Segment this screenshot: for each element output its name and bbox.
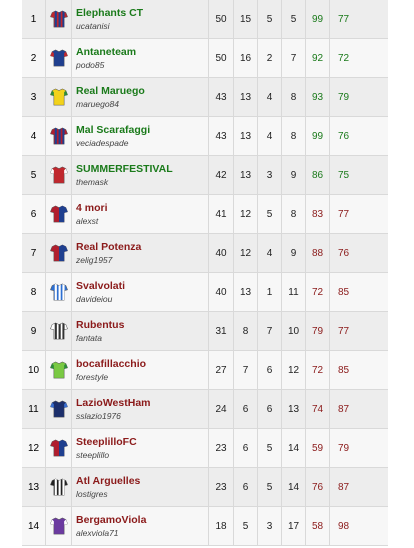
team-owner: maruego84 <box>76 98 120 109</box>
table-row <box>22 39 388 78</box>
team-name[interactable]: Atl Arguelles <box>76 474 141 487</box>
team-name[interactable]: SteeplilloFC <box>76 435 137 448</box>
team-owner: sslazio1976 <box>76 410 121 421</box>
team-cell[interactable] <box>72 234 209 272</box>
stat-cell: 23 <box>209 468 234 506</box>
team-shirt-icon <box>46 0 72 38</box>
team-cell[interactable] <box>72 312 209 350</box>
team-shirt-icon <box>46 156 72 194</box>
stat-cell: 13 <box>234 117 258 155</box>
stat-cell: 13 <box>282 390 306 428</box>
table-row <box>22 195 388 234</box>
stat-cell: 83 <box>306 195 330 233</box>
team-owner: steeplillo <box>76 449 110 460</box>
stat-cell: 40 <box>209 234 234 272</box>
stat-cell: 14 <box>282 468 306 506</box>
team-name[interactable]: Elephants CT <box>76 6 144 19</box>
stat-cell: 72 <box>306 273 330 311</box>
team-owner: ucatanisi <box>76 20 110 31</box>
stat-cell: 72 <box>337 52 350 64</box>
position-cell: 7 <box>22 234 46 272</box>
stat-cell: 88 <box>306 234 330 272</box>
stat-cell: 8 <box>234 312 258 350</box>
stat-cell: 99 <box>306 0 330 38</box>
stat-cell: 8 <box>282 195 306 233</box>
team-shirt-icon <box>46 312 72 350</box>
team-owner: themask <box>76 176 109 187</box>
team-cell[interactable] <box>72 507 209 545</box>
stat-cell: 3 <box>258 507 282 545</box>
stat-cell: 9 <box>282 156 306 194</box>
stat-cell: 40 <box>209 273 234 311</box>
position-cell: 8 <box>22 273 46 311</box>
stat-cell: 27 <box>209 351 234 389</box>
stat-cell: 5 <box>258 468 282 506</box>
stat-cell: 87 <box>337 403 350 415</box>
position-cell: 6 <box>22 195 46 233</box>
table-row <box>22 507 388 546</box>
stat-cell: 92 <box>306 39 330 77</box>
stat-cell: 6 <box>234 390 258 428</box>
team-cell[interactable] <box>72 429 209 467</box>
team-shirt-icon <box>46 390 72 428</box>
team-name[interactable]: LazioWestHam <box>76 396 151 409</box>
team-name[interactable]: BergamoViola <box>76 513 147 526</box>
team-name[interactable]: Rubentus <box>76 318 125 331</box>
table-row <box>22 0 388 39</box>
position-cell: 1 <box>22 0 46 38</box>
team-shirt-icon <box>46 78 72 116</box>
stat-cell: 58 <box>306 507 330 545</box>
stat-cell: 8 <box>282 117 306 155</box>
stat-cell: 6 <box>234 429 258 467</box>
team-name[interactable]: Mal Scarafaggi <box>76 123 151 136</box>
stat-cell: 42 <box>209 156 234 194</box>
table-row <box>22 117 388 156</box>
stat-cell: 12 <box>234 234 258 272</box>
position-cell: 2 <box>22 39 46 77</box>
stat-cell: 2 <box>258 39 282 77</box>
table-row <box>22 234 388 273</box>
stat-cell: 59 <box>306 429 330 467</box>
stat-cell: 5 <box>282 0 306 38</box>
stat-cell: 17 <box>282 507 306 545</box>
position-cell: 4 <box>22 117 46 155</box>
stat-cell: 7 <box>258 312 282 350</box>
stat-cell: 16 <box>234 39 258 77</box>
stat-cell: 76 <box>306 468 330 506</box>
stat-cell: 13 <box>234 156 258 194</box>
stat-cell: 77 <box>337 13 350 25</box>
stat-cell: 13 <box>234 78 258 116</box>
stat-cell: 13 <box>234 273 258 311</box>
stat-cell: 6 <box>258 351 282 389</box>
stat-cell: 72 <box>306 351 330 389</box>
stat-cell: 79 <box>306 312 330 350</box>
stat-cell: 85 <box>337 286 350 298</box>
stat-cell: 50 <box>209 0 234 38</box>
team-shirt-icon <box>46 507 72 545</box>
team-cell[interactable] <box>72 273 209 311</box>
team-name[interactable]: 4 mori <box>76 201 108 214</box>
stat-cell: 6 <box>234 468 258 506</box>
stat-cell: 12 <box>282 351 306 389</box>
table-row <box>22 78 388 117</box>
position-cell: 5 <box>22 156 46 194</box>
stat-cell: 14 <box>282 429 306 467</box>
position-cell: 10 <box>22 351 46 389</box>
stat-cell: 4 <box>258 234 282 272</box>
stat-cell: 31 <box>209 312 234 350</box>
team-cell[interactable] <box>72 156 209 194</box>
stat-cell: 79 <box>337 91 350 103</box>
team-cell[interactable] <box>72 351 209 389</box>
team-shirt-icon <box>46 117 72 155</box>
team-shirt-icon <box>46 39 72 77</box>
team-owner: veciadespade <box>76 137 129 148</box>
team-shirt-icon <box>46 468 72 506</box>
stat-cell: 98 <box>337 520 350 532</box>
stat-cell: 9 <box>282 234 306 272</box>
stat-cell: 93 <box>306 78 330 116</box>
team-owner: podo85 <box>76 59 105 70</box>
stat-cell: 87 <box>337 481 350 493</box>
stat-cell: 5 <box>258 195 282 233</box>
team-cell[interactable] <box>72 0 209 38</box>
team-cell[interactable] <box>72 117 209 155</box>
team-owner: forestyle <box>76 371 109 382</box>
team-name[interactable]: Antaneteam <box>76 45 137 58</box>
stat-cell: 12 <box>234 195 258 233</box>
table-row <box>22 156 388 195</box>
team-name[interactable]: SUMMERFESTIVAL <box>76 162 173 175</box>
table-row <box>22 429 388 468</box>
stat-cell: 85 <box>337 364 350 376</box>
stat-cell: 6 <box>258 390 282 428</box>
stat-cell: 41 <box>209 195 234 233</box>
table-row <box>22 312 388 351</box>
team-owner: fantata <box>76 332 102 343</box>
stat-cell: 74 <box>306 390 330 428</box>
stat-cell: 4 <box>258 78 282 116</box>
position-cell: 3 <box>22 78 46 116</box>
team-cell[interactable] <box>72 468 209 506</box>
team-name[interactable]: Svalvolati <box>76 279 126 292</box>
position-cell: 11 <box>22 390 46 428</box>
position-cell: 12 <box>22 429 46 467</box>
stat-cell: 43 <box>209 78 234 116</box>
stat-cell: 5 <box>234 507 258 545</box>
team-cell[interactable] <box>72 195 209 233</box>
stat-cell: 5 <box>258 429 282 467</box>
stat-cell: 43 <box>209 117 234 155</box>
team-name[interactable]: Real Maruego <box>76 84 145 97</box>
team-owner: alexst <box>76 215 99 226</box>
stat-cell: 23 <box>209 429 234 467</box>
stat-cell: 99 <box>306 117 330 155</box>
position-cell: 9 <box>22 312 46 350</box>
stat-cell: 77 <box>337 208 350 220</box>
stat-cell: 7 <box>282 39 306 77</box>
standings-table <box>22 0 388 546</box>
team-shirt-icon <box>46 195 72 233</box>
stat-cell: 15 <box>234 0 258 38</box>
stat-cell: 3 <box>258 156 282 194</box>
team-cell[interactable] <box>72 39 209 77</box>
stat-cell: 4 <box>258 117 282 155</box>
stat-cell: 77 <box>337 325 350 337</box>
stat-cell: 7 <box>234 351 258 389</box>
stat-cell: 76 <box>337 247 350 259</box>
stat-cell: 86 <box>306 156 330 194</box>
stat-cell: 24 <box>209 390 234 428</box>
stat-cell: 75 <box>337 169 350 181</box>
table-row <box>22 273 388 312</box>
table-row <box>22 351 388 390</box>
table-row <box>22 390 388 429</box>
team-shirt-icon <box>46 429 72 467</box>
table-row <box>22 468 388 507</box>
team-shirt-icon <box>46 234 72 272</box>
team-cell[interactable] <box>72 78 209 116</box>
stat-cell: 18 <box>209 507 234 545</box>
team-cell[interactable] <box>72 390 209 428</box>
stat-cell: 79 <box>337 442 350 454</box>
stat-cell: 50 <box>209 39 234 77</box>
team-owner: lostigres <box>76 488 108 499</box>
team-name[interactable]: Real Potenza <box>76 240 142 253</box>
stat-cell: 10 <box>282 312 306 350</box>
team-shirt-icon <box>46 351 72 389</box>
stat-cell: 11 <box>282 273 306 311</box>
stat-cell: 5 <box>258 0 282 38</box>
team-shirt-icon <box>46 273 72 311</box>
team-name[interactable]: bocafillacchio <box>76 357 147 370</box>
stat-cell: 8 <box>282 78 306 116</box>
stat-cell: 76 <box>337 130 350 142</box>
position-cell: 13 <box>22 468 46 506</box>
team-owner: zelig1957 <box>76 254 113 265</box>
team-owner: alexviola71 <box>76 527 119 538</box>
team-owner: davideiou <box>76 293 113 304</box>
stat-cell: 1 <box>258 273 282 311</box>
position-cell: 14 <box>22 507 46 545</box>
